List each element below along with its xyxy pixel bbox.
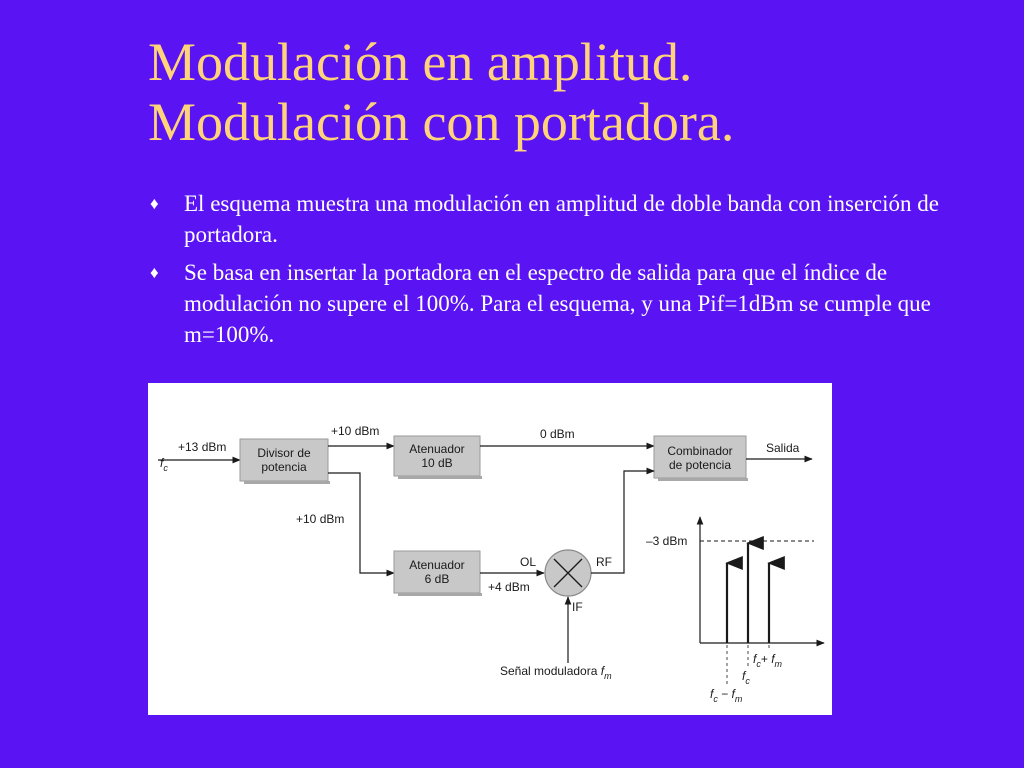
- ol-label: OL: [520, 555, 537, 569]
- freq-label-lower-sideband: $f_c - f_m$: [710, 687, 743, 704]
- input-level-label: +13 dBm: [178, 440, 227, 454]
- power-combiner-label-2: de potencia: [668, 458, 732, 472]
- power-divider-label-1: Divisor de: [257, 446, 311, 460]
- freq-label-carrier: $f_c$: [742, 669, 750, 686]
- attenuator-10db-label-1: Atenuador: [409, 442, 465, 456]
- attenuator-6db-label-2: 6 dB: [424, 572, 450, 586]
- block-diagram: [148, 383, 832, 715]
- attenuator-6db-shadow: [398, 593, 482, 596]
- title-line-1: Modulación en amplitud.: [148, 32, 693, 92]
- carrier-level-label: 0 dBm: [540, 427, 575, 441]
- output-label: Salida: [766, 441, 800, 455]
- title-line-2: Modulación con portadora.: [148, 92, 735, 152]
- bullet-text: Se basa en insertar la portadora en el espectro de salida para que el índice de modulación no supere el 100%. Para el esquema, y una Pif=1dBm se cumple que m=100%.: [184, 260, 931, 347]
- diamond-bullet-icon: ♦: [150, 194, 159, 213]
- power-combiner-label-1: Combinador: [667, 444, 733, 458]
- upper-level-label: +10 dBm: [331, 424, 380, 438]
- power-divider-label-2: potencia: [261, 460, 307, 474]
- lower-level-label: +10 dBm: [296, 512, 345, 526]
- ol-level-label: +4 dBm: [488, 580, 530, 594]
- attenuator-10db-label-2: 10 dB: [421, 456, 453, 470]
- bullet-list: [148, 188, 998, 357]
- freq-label-upper-sideband: $f_c+ f_m$: [753, 652, 783, 669]
- bullet-item: [148, 257, 998, 350]
- power-divider-shadow: [244, 481, 330, 484]
- rf-label: RF: [596, 555, 612, 569]
- block-diagram-svg: [148, 383, 832, 715]
- attenuator-6db-label-1: Atenuador: [409, 558, 465, 572]
- if-label: IF: [572, 600, 583, 614]
- spectrum-level-label: –3 dBm: [646, 534, 688, 548]
- bullet-item: [148, 188, 998, 250]
- input-fc-label: $f_c$: [160, 456, 168, 473]
- diamond-bullet-icon: ♦: [150, 263, 159, 282]
- modulating-signal-label: Señal moduladora $f_m$: [500, 664, 612, 681]
- slide-title: [148, 32, 1008, 152]
- attenuator-10db-shadow: [398, 476, 482, 479]
- bullet-text: El esquema muestra una modulación en amplitud de doble banda con inserción de portadora.: [184, 191, 939, 247]
- power-combiner-shadow: [658, 478, 748, 481]
